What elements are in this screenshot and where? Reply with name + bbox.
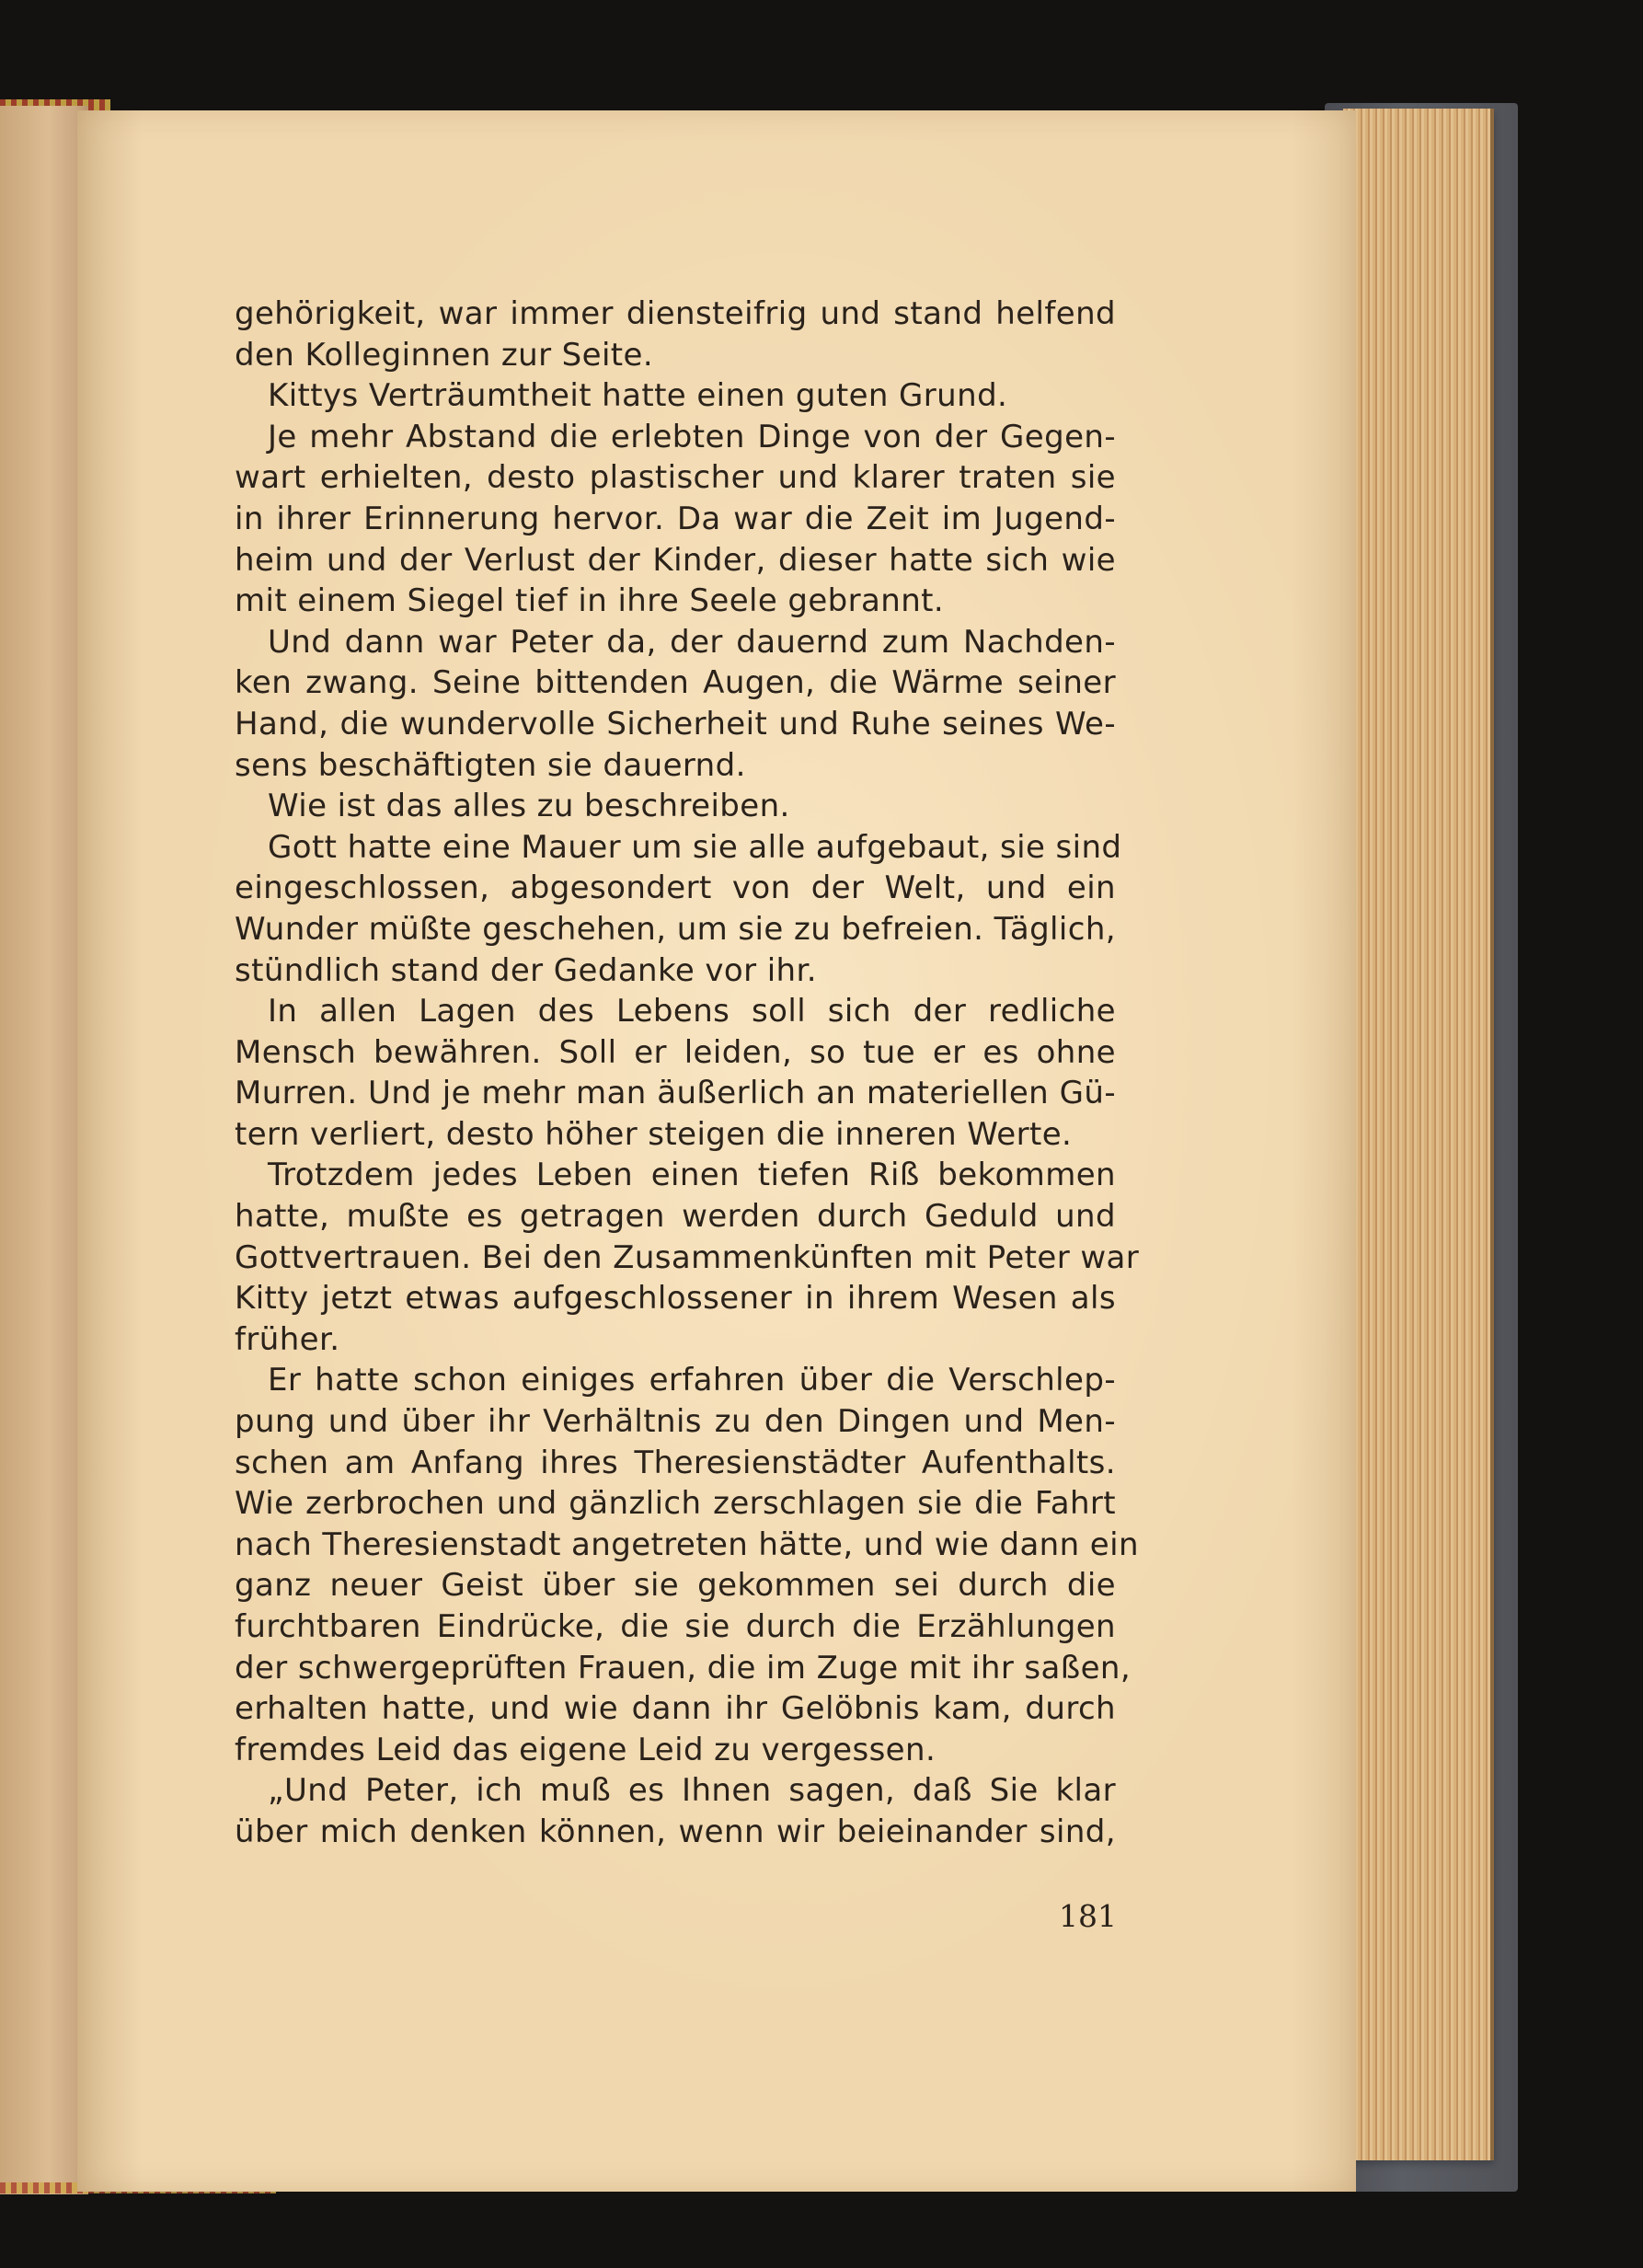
- text-line: Je mehr Abstand die erlebten Dinge von der Gegen-: [268, 418, 1116, 455]
- text-line: Hand, die wundervolle Sicherheit und Ruhe seines We-: [235, 705, 1116, 743]
- text-line: wart erhielten, desto plastischer und klarer traten sie: [235, 459, 1116, 497]
- text-line: ken zwang. Seine bittenden Augen, die Wärme seiner: [235, 664, 1116, 702]
- text-line: in ihrer Erinnerung hervor. Da war die Zeit im Jugend-: [235, 500, 1116, 537]
- text-line: mit einem Siegel tief in ihre Seele gebrannt.: [235, 582, 945, 620]
- text-line: erhalten hatte, und wie dann ihr Gelöbnis kam, durch: [235, 1690, 1116, 1728]
- text-line: schen am Anfang ihres Theresienstädter Aufenthalts.: [235, 1444, 1116, 1481]
- text-line: Mensch bewähren. Soll er leiden, so tue er es ohne: [235, 1033, 1116, 1071]
- text-line: fremdes Leid das eigene Leid zu vergessen.: [235, 1731, 936, 1768]
- page-block-edges: [1343, 109, 1494, 2160]
- text-line: stündlich stand der Gedanke vor ihr.: [235, 951, 817, 989]
- text-line: eingeschlossen, abgesondert von der Welt, und ein: [235, 869, 1116, 907]
- text-line: Murren. Und je mehr man äußerlich an materiellen Gü-: [235, 1075, 1116, 1112]
- text-line: früher.: [235, 1320, 340, 1358]
- text-line: „Und Peter, ich muß es Ihnen sagen, daß Sie klar: [268, 1772, 1116, 1810]
- text-line: heim und der Verlust der Kinder, dieser hatte sich wie: [235, 541, 1116, 579]
- text-line: über mich denken können, wenn wir beieinander sind,: [235, 1813, 1116, 1850]
- text-line: Trotzdem jedes Leben einen tiefen Riß bekommen: [268, 1157, 1116, 1194]
- text-line: Er hatte schon einiges erfahren über die Verschlep-: [268, 1362, 1116, 1399]
- text-line: tern verliert, desto höher steigen die inneren Werte.: [235, 1115, 1073, 1153]
- text-line: Wie ist das alles zu beschreiben.: [268, 788, 790, 825]
- text-line: sens beschäftigten sie dauernd.: [235, 746, 746, 784]
- text-line: gehörigkeit, war immer diensteifrig und stand helfend: [235, 295, 1116, 332]
- text-line: Wunder müßte geschehen, um sie zu befreien. Täglich,: [235, 910, 1116, 948]
- text-line: Und dann war Peter da, der dauernd zum Nachden-: [268, 623, 1116, 661]
- text-line: pung und über ihr Verhältnis zu den Dingen und Men-: [235, 1403, 1116, 1441]
- left-page-edge: [0, 106, 88, 2194]
- text-line: den Kolleginnen zur Seite.: [235, 336, 654, 374]
- text-line: nach Theresienstadt angetreten hätte, und wie dann ein: [235, 1525, 1139, 1563]
- text-line: In allen Lagen des Lebens soll sich der redliche: [268, 993, 1116, 1030]
- text-line: Gott hatte eine Mauer um sie alle aufgebaut, sie sind: [268, 828, 1122, 866]
- text-line: furchtbaren Eindrücke, die sie durch die Erzählungen: [235, 1608, 1116, 1645]
- text-line: Wie zerbrochen und gänzlich zerschlagen sie die Fahrt: [235, 1485, 1116, 1523]
- text-line: ganz neuer Geist über sie gekommen sei durch die: [235, 1567, 1116, 1605]
- text-line: Gottvertrauen. Bei den Zusammenkünften mit Peter war: [235, 1238, 1140, 1276]
- text-line: hatte, mußte es getragen werden durch Geduld und: [235, 1198, 1116, 1236]
- text-line: Kitty jetzt etwas aufgeschlossener in ihrem Wesen als: [235, 1280, 1116, 1318]
- text-line: Kittys Verträumtheit hatte einen guten Grund.: [268, 377, 1008, 415]
- page-body-text: [235, 294, 1140, 1853]
- text-line: der schwergeprüften Frauen, die im Zuge mit ihr saßen,: [235, 1649, 1132, 1687]
- page-number: 181: [1059, 1898, 1117, 1934]
